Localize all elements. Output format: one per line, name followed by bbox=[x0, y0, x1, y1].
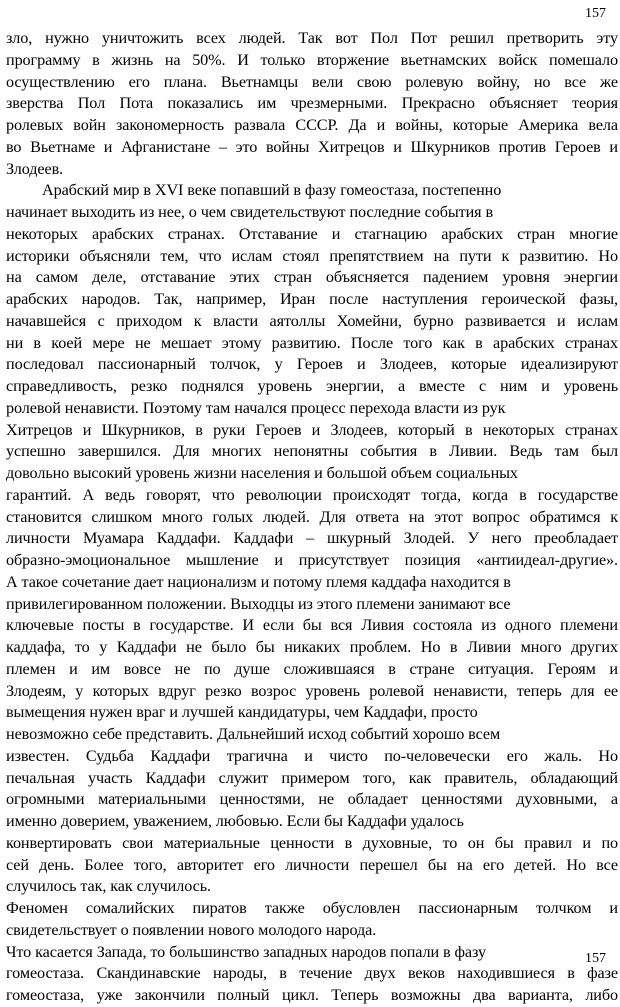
text-line: огромными материальными ценностями, не обладает ценностями духовными, а bbox=[6, 790, 618, 809]
text-line: Что касается Запада, то большинство западных народов попали в фазу bbox=[6, 942, 486, 961]
text-line: свидетельствует о появлении нового молодого народа. bbox=[6, 920, 377, 939]
text-line: печальная участь Каддафи служит примером того, как правитель, обладающий bbox=[6, 768, 618, 787]
text-line: Злодеев. bbox=[6, 159, 64, 178]
text-line: историки объясняли тем, что ислам стоял препятствием на пути к развитию. Но bbox=[6, 246, 618, 265]
text-line: Феномен сомалийских пиратов также обусловлен пассионарным толчком и bbox=[6, 899, 618, 917]
text-line: ключевые посты в государстве. И если бы вся Ливия состояла из одного племени bbox=[6, 616, 618, 635]
text-line: каддафа, то у Каддафи не было бы никаких проблем. Но в Ливии много других bbox=[6, 638, 618, 656]
page-number-bottom: 157 bbox=[585, 951, 606, 966]
text-line: арабских народов. Так, например, Иран после наступления героической фазы, bbox=[6, 290, 618, 308]
text-line: зверства Пол Пота показались им чрезмерными. Прекрасно объясняет теория bbox=[6, 94, 618, 113]
text-line: гомеостаза. Скандинавские народы, в течение двух веков находившиеся в фазе bbox=[6, 964, 618, 983]
text-line: конвертировать свои материальные ценности в духовные, то он бы правил и по bbox=[6, 833, 618, 852]
text-line: во Вьетнаме и Афганистане – это войны Хитрецов и Шкурников против Героев и bbox=[6, 137, 618, 156]
text-line: племен и им вовсе не по душе сложившаяся в стране ситуация. Героям и bbox=[6, 659, 618, 678]
text-line: становится слишком много голых людей. Для ответа на этот вопрос обратимся к bbox=[6, 507, 618, 526]
text-line: довольно высокий уровень жизни населения и большой объем социальных bbox=[6, 464, 518, 482]
text-line: осуществлению его плана. Вьетнамцы вели свою ролевую войну, но все же bbox=[6, 72, 618, 91]
body-text bbox=[6, 28, 618, 1007]
text-line: случилось так, как случилось. bbox=[6, 877, 211, 896]
text-line: Хитрецов и Шкурников, в руки Героев и Злодеев, который в некоторых странах bbox=[6, 420, 618, 439]
text-line: привилегированном положении. Выходцы из этого племени занимают все bbox=[6, 594, 511, 613]
text-line: некоторых арабских странах. Отставание и стагнацию арабских стран многие bbox=[6, 224, 618, 243]
text-line: ролевых войн закономерность развала СССР. Да и войны, которые Америка вела bbox=[6, 116, 618, 134]
page-number-top: 157 bbox=[585, 6, 606, 21]
text-line: начинает выходить из нее, о чем свидетельствуют последние события в bbox=[6, 203, 493, 221]
text-line: Злодеям, у которых вдруг резко возрос уровень ролевой ненависти, теперь для ее bbox=[6, 681, 618, 700]
text-line: на самом деле, отставание этих стран объясняется падением уровня энергии bbox=[6, 268, 618, 287]
text-line: невозможно себе представить. Дальнейший исход событий хорошо всем bbox=[6, 725, 501, 743]
text-line: начавшейся с приходом к власти аятоллы Хомейни, бурно развивается и ислам bbox=[6, 311, 618, 330]
text-line: ни в коей мере не мешает этому развитию. После того как в арабских странах bbox=[6, 333, 618, 352]
text-line: ролевой ненависти. Поэтому там начался процесс перехода власти из рук bbox=[6, 398, 506, 417]
text-line: последовал пассионарный толчок, у Героев и Злодеев, которые идеализируют bbox=[6, 355, 618, 374]
text-line: гарантий. А ведь говорят, что революции происходят тогда, когда в государстве bbox=[6, 485, 618, 504]
text-line: А такое сочетание дает национализм и потому племя каддафа находится в bbox=[6, 572, 511, 591]
text-line: успешно завершился. Для многих непонятны события в Ливии. Ведь там был bbox=[6, 442, 618, 461]
text-line: личности Муамара Каддафи. Каддафи – шкурный Злодей. У него преобладает bbox=[6, 529, 618, 548]
text-line: Арабский мир в XVI веке попавший в фазу гомеостаза, постепенно bbox=[42, 181, 502, 200]
text-line: вымещения нужен враг и лучшей кандидатуры, чем Каддафи, просто bbox=[6, 703, 478, 722]
text-line: программу в жизнь на 50%. И только вторжение вьетнамских войск помешало bbox=[6, 50, 618, 69]
text-line: известен. Судьба Каддафи трагична и чисто по-человечески его жаль. Но bbox=[6, 746, 618, 765]
text-line: сей день. Более того, авторитет его личности перешел бы на его детей. Но все bbox=[6, 855, 618, 874]
text-line: зло, нужно уничтожить всех людей. Так вот Пол Пот решил претворить эту bbox=[6, 29, 618, 47]
text-line: именно доверием, уважением, любовью. Если бы Каддафи удалось bbox=[6, 812, 464, 830]
text-line: образно-эмоциональное мышление и присутствует позиция «антиидеал-другие». bbox=[6, 551, 618, 569]
text-line: справедливость, резко поднялся уровень энергии, а вместе с ним и уровень bbox=[6, 377, 618, 395]
text-line: гомеостаза, уже закончили полный цикл. Теперь возможны два варианта, либо bbox=[6, 986, 618, 1004]
